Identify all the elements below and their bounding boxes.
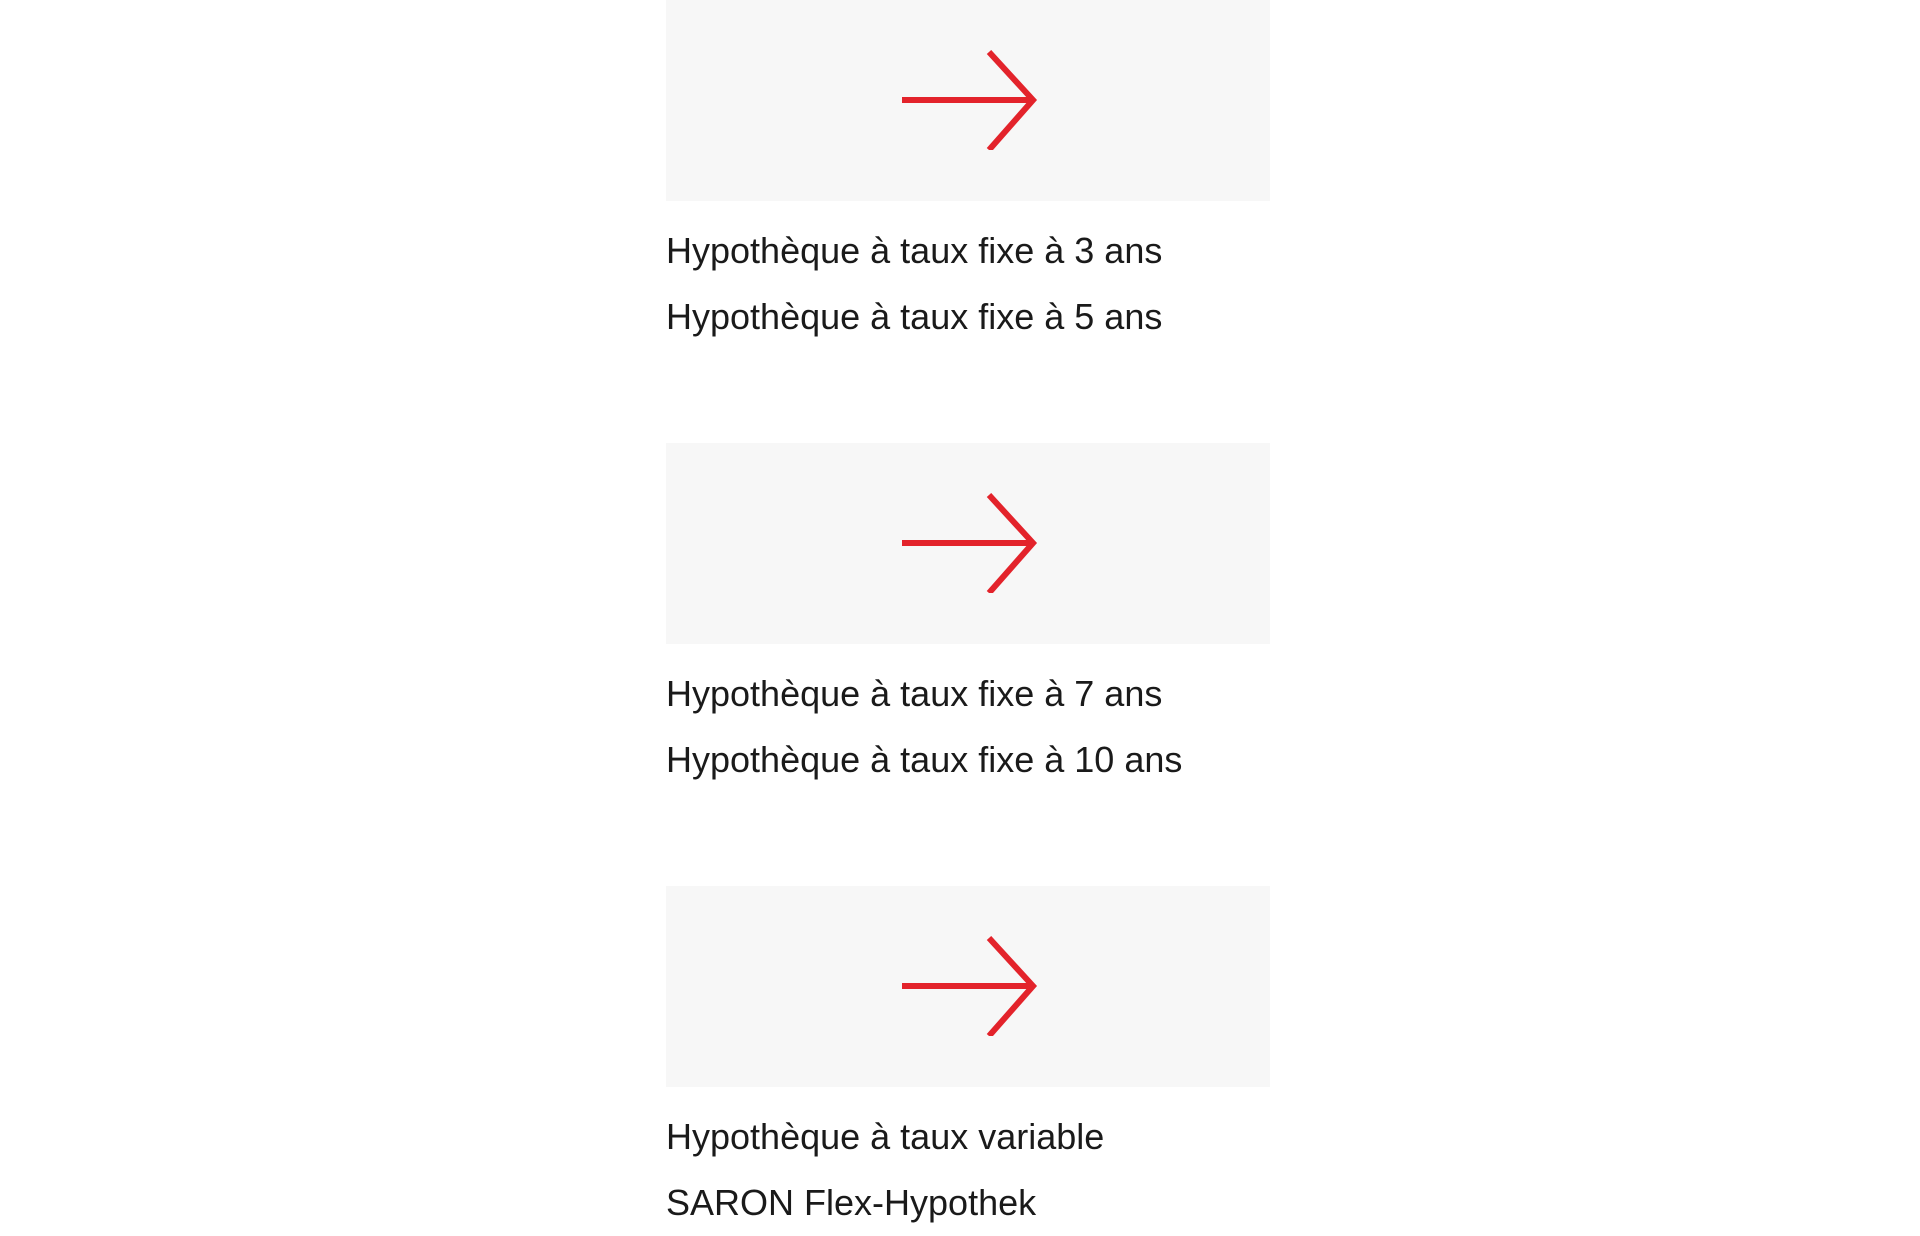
arrow-right-icon	[901, 493, 1041, 593]
arrow-right-icon	[901, 936, 1041, 1036]
link-fixed-5-years[interactable]: Hypothèque à taux fixe à 5 ans	[666, 296, 1163, 337]
link-list	[666, 201, 1270, 350]
mortgage-group	[666, 0, 1270, 350]
link-fixed-10-years[interactable]: Hypothèque à taux fixe à 10 ans	[666, 739, 1183, 780]
arrow-tile[interactable]	[666, 0, 1270, 201]
link-list	[666, 1087, 1270, 1236]
link-fixed-3-years[interactable]: Hypothèque à taux fixe à 3 ans	[666, 230, 1163, 271]
mortgage-list	[666, 0, 1270, 1236]
link-saron-flex[interactable]: SARON Flex-Hypothek	[666, 1182, 1037, 1223]
link-variable-rate[interactable]: Hypothèque à taux variable	[666, 1116, 1105, 1157]
arrow-tile[interactable]	[666, 886, 1270, 1087]
mortgage-group	[666, 443, 1270, 793]
link-list	[666, 644, 1270, 793]
arrow-right-icon	[901, 50, 1041, 150]
link-fixed-7-years[interactable]: Hypothèque à taux fixe à 7 ans	[666, 673, 1163, 714]
mortgage-group	[666, 886, 1270, 1236]
arrow-tile[interactable]	[666, 443, 1270, 644]
